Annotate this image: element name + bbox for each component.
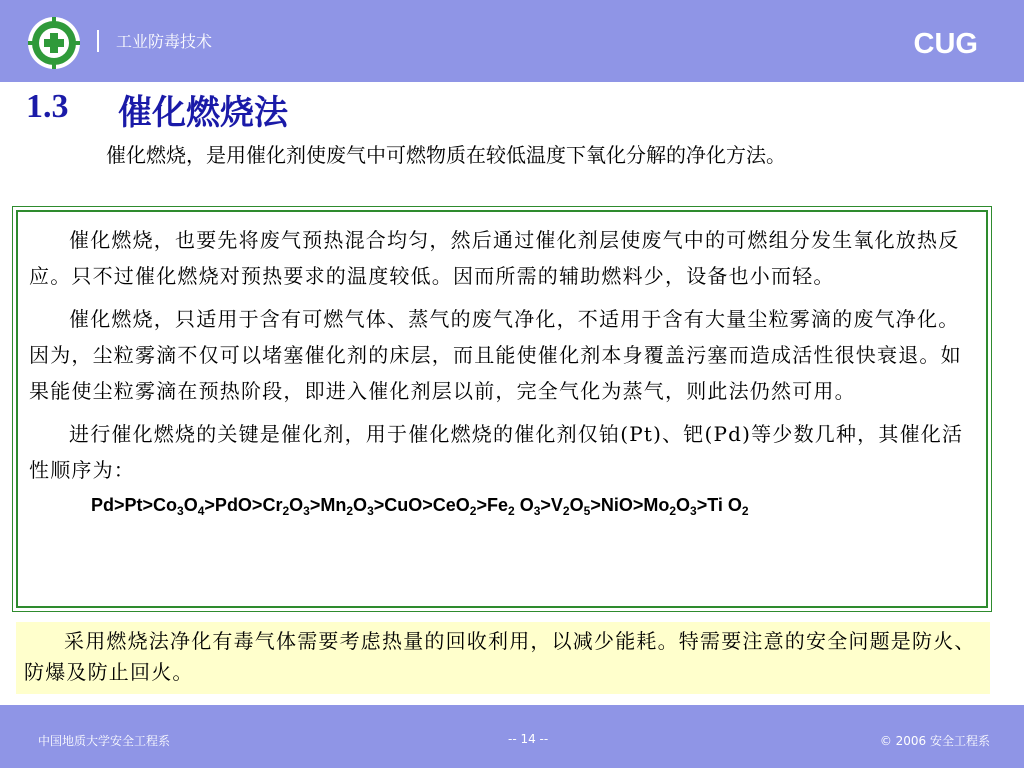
activity-order-formula: $Pd>Pt>Co_3O_4>PdO>Cr_2O_3>Mn_2O_3>CuO>CeO_2>Fe_2$ $O_3>V_2O_5>NiO>Mo_2O_3>Ti$ $O_2$ — [91, 495, 749, 518]
safety-note-box — [16, 622, 990, 694]
paragraph-3: 进行催化燃烧的关键是催化剂，用于催化燃烧的催化剂仅铂(Pt)、钯(Pd)等少数几种，其催化活性顺序为： — [29, 422, 964, 482]
paragraph-1: 催化燃烧，也要先将废气预热混合均匀，然后通过催化剂层使废气中的可燃组分发生氧化放热反应。只不过催化燃烧对预热要求的温度较低。因而所需的辅助燃料少，设备也小而轻。 — [29, 228, 960, 288]
footer-copyright: © 2006 安全工程系 — [879, 734, 990, 748]
header-bar — [0, 0, 1024, 82]
section-title: 催化燃烧法 — [118, 93, 288, 133]
header-divider — [97, 30, 99, 52]
footer-page-number: -- 14 -- — [508, 732, 549, 746]
section-number: 1.3 — [26, 88, 69, 125]
definition-text: 催化燃烧，是用催化剂使废气中可燃物质在较低温度下氧化分解的净化方法。 — [106, 143, 786, 167]
footer-bar — [0, 705, 1024, 768]
footer-department: 中国地质大学安全工程系 — [38, 734, 171, 748]
safety-cross-gear-logo-icon — [26, 15, 82, 71]
safety-note-text: 采用燃烧法净化有毒气体需要考虑热量的回收利用，以减少能耗。特需要注意的安全问题是防火、防爆及防止回火。 — [24, 629, 976, 684]
brand-label: CUG — [913, 28, 978, 60]
content-box-inner — [16, 210, 988, 608]
course-title: 工业防毒技术 — [116, 32, 213, 51]
content-box — [12, 206, 992, 612]
paragraph-2: 催化燃烧，只适用于含有可燃气体、蒸气的废气净化，不适用于含有大量尘粒雾滴的废气净化。因为，尘粒雾滴不仅可以堵塞催化剂的床层，而且能使催化剂本身覆盖污塞而造成活性很快衰退。如果能使尘粒雾滴在预热阶段，即进入催化剂层以前，完全气化为蒸气，则此法仍然可用。 — [29, 307, 962, 403]
